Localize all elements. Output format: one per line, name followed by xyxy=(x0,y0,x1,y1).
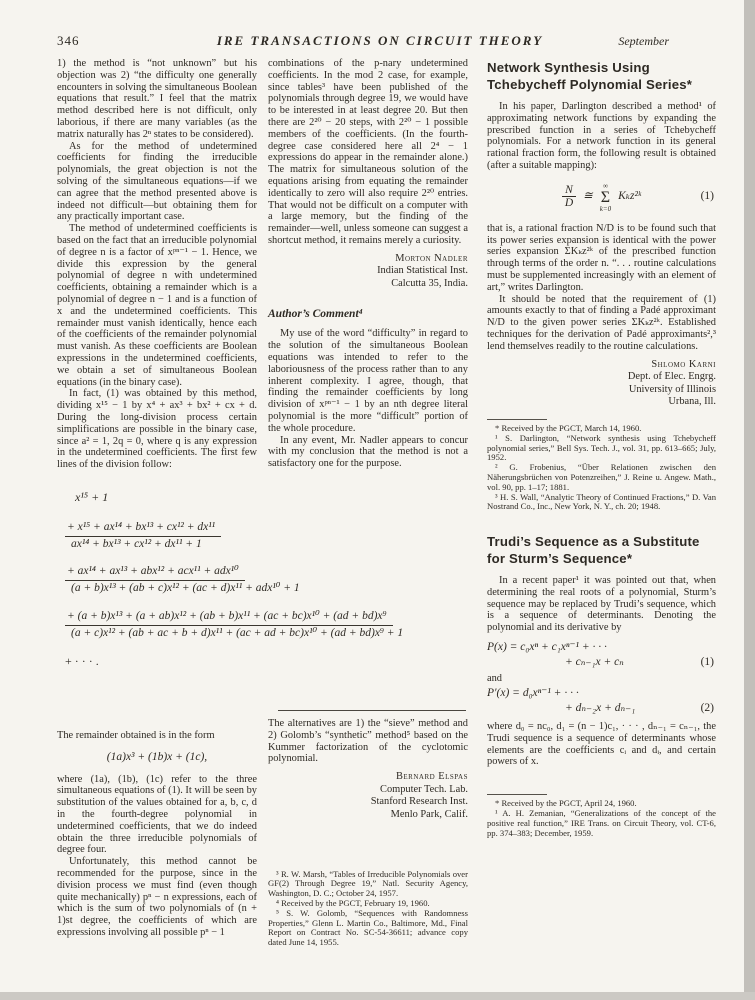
equation: (a + b)x¹³ + (ab + c)x¹² + (ac + d)x¹¹ + adx¹⁰ + 1 xyxy=(71,582,300,595)
footnote: * Received by the PGCT, March 14, 1960. xyxy=(495,422,642,433)
footnote: ³ R. W. Marsh, “Tables of Irreducible Polynomials over GF(2) Through Degree 19,” Natl. Security Agency, Washington, D. C.; October 24, 1957. xyxy=(268,868,468,899)
paragraph: In fact, (1) was obtained by this method, dividing x¹⁵ − 1 by x⁴ + ax³ + bx² + cx + d. During the long-division process certain simplifications are possible in the binary case, since a² = 1, 2q = 0, where q is any expression in the undetermined coefficients. The first few lines of the division follow: xyxy=(57,388,257,471)
summation xyxy=(600,182,611,213)
footnotes xyxy=(268,870,468,948)
paragraph: The alternatives are 1) the “sieve” method and 2) Golomb’s “synthetic” method⁵ based on the Kummer factorization of the cyclotomic polynomial. xyxy=(268,718,468,765)
division-step xyxy=(57,566,469,595)
signature-name: Bernard Elspas xyxy=(395,771,468,783)
equation: (1a)x³ + (1b)x + (1c), xyxy=(106,750,208,763)
equation xyxy=(487,703,716,715)
article-title: Trudi’s Sequence as a Substitute for Sturm’s Sequence* xyxy=(487,534,700,566)
paragraph: In his paper, Darlington described a method¹ of approximating network functions by expanding the prescribed function in a series of Tchebycheff polynomials. For a network function in its general rational fraction form, the following result is obtained (after a suitable mapping): xyxy=(487,101,716,171)
long-division-block xyxy=(57,492,469,667)
equation-display xyxy=(487,182,716,213)
paragraph: where (1a), (1b), (1c) refer to the three simultaneous equations of (1). It will be seen by substitution of the values obtained for a, b, c, d in the fourth-degree polynomial in undetermined coefficients, that we do indeed obtain the three irreducible polynomials of degree four. xyxy=(57,773,257,856)
paragraph: In a recent paper¹ it was pointed out that, when determining the real roots of a polynomial, Sturm’s sequence may be replaced by Trudi’s sequence, which is a sequence of determinants. Denoting the polynomial and its derivative by xyxy=(487,575,716,634)
signature-affiliation: University of Illinois xyxy=(628,383,716,395)
signature-affiliation: Dept. of Elec. Engrg. xyxy=(627,371,716,383)
scan-edge xyxy=(0,992,755,1000)
fraction-numerator: N xyxy=(565,184,573,197)
equation xyxy=(487,688,716,700)
connector-word: and xyxy=(487,672,503,684)
column-3 xyxy=(487,60,716,838)
column-1-lower xyxy=(57,730,257,939)
footnote: ³ H. S. Wall, “Analytic Theory of Continued Fractions,” D. Van Nostrand Co., Inc., New York, N. Y., ch. 20; 1948. xyxy=(487,491,716,512)
paragraph: Unfortunately, this method cannot be recommended for the purpose, since in the division process we must find (even though quite mechanically) pⁿ − n expressions, each of which is the sum of two polynomials of (n + 1)st degree, the coefficients of which are expressions involving all possible pⁿ − 1 xyxy=(57,856,257,938)
signature-name: Morton Nadler xyxy=(395,252,468,264)
equation-number: (1) xyxy=(700,655,714,668)
signature-name: Shlomo Karni xyxy=(651,358,716,370)
signature-block xyxy=(487,359,716,409)
paragraph: It should be noted that the requirement of (1) amounts exactly to that of finding a Padé approximant N/D to the given power series ΣKₖz²ᵏ. Established techniques for the derivation of Padé approximants²,³ lend themselves readily to the routine calculations. xyxy=(487,293,716,352)
equation: + (a + b)x¹³ + (a + ab)x¹² + (ab + b)x¹¹ + (ac + bc)x¹⁰ + (ad + bd)x⁹ xyxy=(65,611,393,626)
footnotes xyxy=(487,419,716,512)
paragraph: where d₀ = nc₀, d₁ = (n − 1)c₁, · · · , dₙ₋₁ = cₙ₋₁, the Trudi sequence is a sequence of determinants whose elements are the coefficients cᵢ and dᵢ, and certain powers of x. xyxy=(487,721,716,768)
footnote-divider xyxy=(487,794,547,795)
equation-number: (1) xyxy=(700,190,714,203)
sum-upper-limit: ∞ xyxy=(602,181,608,190)
signature-block xyxy=(268,253,468,291)
paragraph: combinations of the p-nary undetermined coefficients. In the mod 2 case, for example, since tables³ have been published of the polynomials through degree 19, we would have to be interested in at least degree 20. But then there are 2²⁰ − 20 steps, with 2²⁰ − 1 possible members of the coefficients. (In the fourth-degree case considered here all 2⁴ − 1 expressions do appear in the remainder alone.) The matrix for simultaneous solution of the equations arising from equating the remainder identically to zero will also require 2²⁰ entries. That would not be difficult on a computer with a large memory, but the finding of the remainder—well, unless someone can suggest a shortcut method, it remains merely a curiosity. xyxy=(268,58,468,246)
paragraph: The method of undetermined coefficients is based on the fact that an irreducible polynomial of degree n is a factor of xᵖⁿ⁻¹ − 1. Hence, we divide this expression by the general polynomial of degree n with undetermined coefficients, obtaining a remainder which is a polynomial of degree n − 1 and is a function of x and the undetermined coefficients. This remainder must vanish identically, hence each of the coefficients of the remainder polynomial must vanish. As these coefficients are Boolean expressions in the undetermined coefficients, we obtain a set of simultaneous Boolean equations (in the binary case). xyxy=(57,223,257,388)
relation-symbol: ≅ xyxy=(583,190,593,203)
signature-affiliation: Indian Statistical Inst. xyxy=(377,265,468,277)
equation-number: (2) xyxy=(700,702,714,715)
equation-body: Kₖz²ᵏ xyxy=(618,190,642,203)
equation-line: P′(x) = d₀xⁿ⁻¹ + · · · xyxy=(487,687,579,700)
footnote: ⁴ Received by the PGCT, February 19, 1960. xyxy=(276,897,430,908)
signature-affiliation: Computer Tech. Lab. xyxy=(380,783,468,795)
scan-edge xyxy=(744,0,755,1000)
signature-block xyxy=(268,771,468,821)
signature-location: Calcutta 35, India. xyxy=(391,277,468,289)
equation-ellipsis: + · · · . xyxy=(65,653,99,668)
column-2-upper xyxy=(268,58,468,470)
fraction-denominator: D xyxy=(562,196,576,209)
equation xyxy=(487,657,716,669)
sum-lower-limit: k=0 xyxy=(599,204,612,213)
division-step xyxy=(57,522,469,551)
page-number: 346 xyxy=(57,33,80,48)
journal-title: IRE TRANSACTIONS ON CIRCUIT THEORY xyxy=(216,33,544,48)
footnote: ¹ S. Darlington, “Network synthesis using Tchebycheff polynomial series,” Bell Sys. Tech. J., vol. 31, pp. 613–665; July, 1952. xyxy=(487,432,716,463)
signature-location: Urbana, Ill. xyxy=(668,396,716,408)
paragraph: that is, a rational fraction N/D is to be found such that its power series expansion is identical with the power series expansion ΣKₖz²ᵏ of the prescribed function through terms of the order n. “. . . routine calculations must be supplemented increasingly with an element of art,” writes Darlington. xyxy=(487,222,716,293)
equation: (a + c)x¹² + (ab + ac + b + d)x¹¹ + (ac + ad + bc)x¹⁰ + (ad + bd)x⁹ + 1 xyxy=(71,626,404,639)
paragraph: As for the method of undetermined coefficients for finding the irreducible polynomials, the great objection is not the solving of the simultaneous equations—if we can agree that the method presented above is indeed not difficult—but obtaining them for any practically important case. xyxy=(57,140,257,223)
equation: ax¹⁴ + bx¹³ + cx¹² + dx¹¹ + 1 xyxy=(71,537,202,550)
article-title: Network Synthesis Using Tchebycheff Polynomial Series* xyxy=(487,60,693,92)
section-heading: Author’s Comment⁴ xyxy=(268,307,363,320)
division-step xyxy=(57,611,469,640)
signature-affiliation: Stanford Research Inst. xyxy=(370,796,468,808)
equation: x¹⁵ + 1 xyxy=(75,490,109,504)
column-1-upper xyxy=(57,58,257,471)
paragraph: The remainder obtained is in the form xyxy=(57,730,215,741)
equation: + ax¹⁴ + ax¹³ + abx¹² + acx¹¹ + adx¹⁰ xyxy=(65,566,245,581)
footnote: ² G. Frobenius, “Über Relationen zwischen den Näherungsbrüchen von Potenzreihen,” J. Reine u. Angew. Math., vol. 90, pp. 1–17; 1881. xyxy=(487,462,716,492)
equation-line: P(x) = c₀xⁿ + c₁xⁿ⁻¹ + · · · xyxy=(487,641,607,654)
footnotes xyxy=(487,794,716,838)
column-2-lower xyxy=(268,706,468,948)
equation-line: + dₙ₋₂x + dₙ₋₁ xyxy=(565,702,636,715)
signature-location: Menlo Park, Calif. xyxy=(390,808,468,820)
footnote: ¹ A. H. Zemanian, “Generalizations of the concept of the positive real function,” IRE Trans. on Circuit Theory, vol. CT-6, pp. 374–383; December, 1959. xyxy=(487,808,716,838)
equation-line: + cₙ₋₁x + cₙ xyxy=(565,655,624,668)
footnote: ⁵ S. W. Golomb, “Sequences with Randomness Properties,” Glenn L. Martin Co., Baltimore, Md., Final Report on Contract No. SC-54-36611; advance copy dated June 14, 1955. xyxy=(268,907,468,948)
paragraph: 1) the method is “not unknown” but his objection was 2) “the difficulty one generally encounters in solving the simultaneous Boolean equations that result.” I feel that the matrix method described here is not difficult, only laborious, if there are many variables (as the matrix naturally has 2ⁿ states to be considered). xyxy=(57,58,257,140)
footnote-divider xyxy=(487,419,547,420)
fraction xyxy=(562,185,576,209)
issue-month: September xyxy=(618,34,669,48)
paragraph: In any event, Mr. Nadler appears to concur with my conclusion that the method is not a satisfactory one for the purpose. xyxy=(268,434,468,470)
equation: + x¹⁵ + ax¹⁴ + bx¹³ + cx¹² + dx¹¹ xyxy=(65,522,221,537)
equation xyxy=(487,642,716,654)
footnote: * Received by the PGCT, April 24, 1960. xyxy=(495,798,637,809)
sigma-symbol: Σ xyxy=(600,188,611,206)
paragraph: My use of the word “difficulty” in regard to the solution of the simultaneous Boolean equations was intended to refer to the laboriousness of the process rather than to any inherent complexity. I agree, though, that finding the remainder coefficients by long division of xᵖⁿ⁻¹ − 1 by an nth degree literal polynomial is the more “difficult” portion of the whole procedure. xyxy=(268,328,468,434)
